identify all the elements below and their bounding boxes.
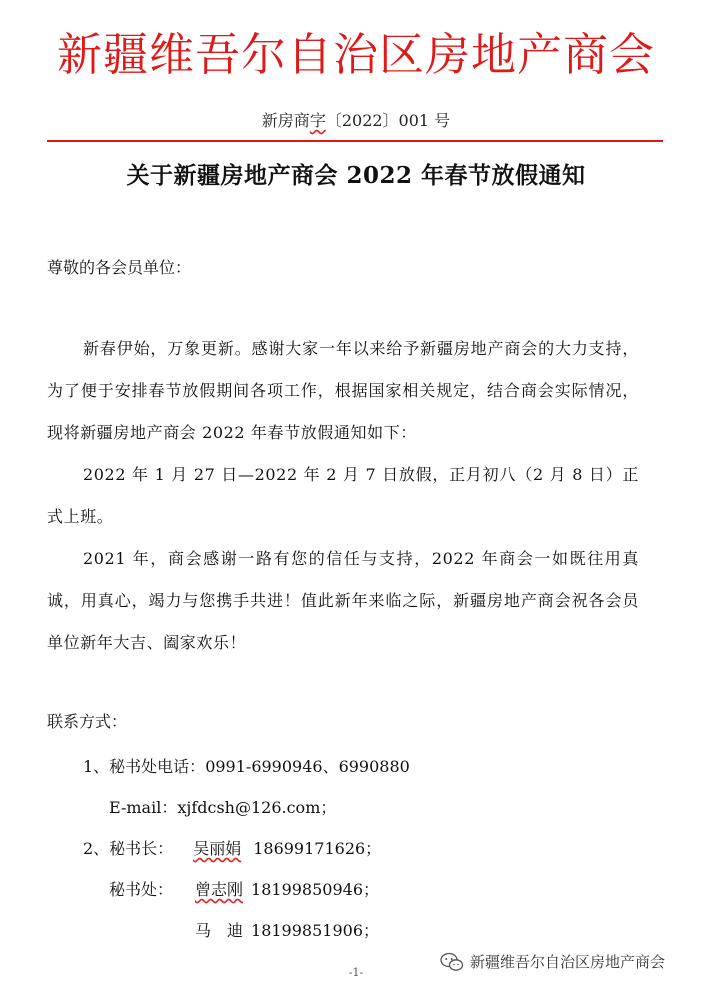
doc-number-prefix: 新房商 [261, 111, 310, 130]
wechat-watermark [440, 951, 665, 972]
secretary-general-label: 2、秘书长： [83, 839, 174, 858]
doc-number-rest: 〔2022〕001 号 [325, 111, 451, 130]
document-number [0, 108, 712, 131]
body-paragraph-2: 2022 年 1 月 27 日—2022 年 2 月 7 日放假，正月初八（2 月 8 日）正式上班。 [47, 465, 639, 526]
salutation: 尊敬的各会员单位： [47, 258, 192, 277]
doc-number-char: 字 [309, 111, 326, 130]
watermark-text: 新疆维吾尔自治区房地产商会 [470, 953, 666, 971]
secretariat-label: 秘书处： [109, 880, 174, 899]
secretariat-line-1 [109, 880, 379, 900]
secretariat-name-1: 曾志刚 [195, 880, 244, 899]
organization-title: 新疆维吾尔自治区房地产商会 [56, 28, 655, 81]
office-phone-value: 0991-6990946、6990880 [205, 757, 410, 776]
secretariat-phone-1: 18199850946； [251, 880, 380, 899]
red-divider-line [47, 140, 663, 142]
office-phone-label: 1、秘书处电话： [83, 757, 206, 776]
secretariat-phone-2: 18199851906； [251, 921, 379, 940]
contact-heading: 联系方式： [47, 712, 128, 731]
secretary-general-line [83, 839, 381, 859]
wechat-icon [440, 952, 464, 972]
body-paragraph-1: 新春伊始，万象更新。感谢大家一年以来给予新疆房地产商会的大力支持，为了便于安排春节放假期间各项工作，根据国家相关规定，结合商会实际情况，现将新疆房地产商会 2022 年春节放假通知如下： [47, 339, 639, 442]
document-title: 关于新疆房地产商会 2022 年春节放假通知 [126, 162, 586, 189]
email-line [109, 798, 336, 818]
secretariat-name-2: 马 迪 [195, 921, 244, 940]
secretary-general-name: 吴丽娟 [193, 839, 242, 858]
office-phone-line [83, 757, 410, 777]
email-value: xjfdcsh@126.com； [177, 798, 337, 817]
body-paragraph-3: 2021 年，商会感谢一路有您的信任与支持，2022 年商会一如既往用真诚，用真心，竭力与您携手共进！值此新年来临之际，新疆房地产商会祝各会员单位新年大吉、阖家欢乐！ [47, 549, 639, 652]
secretariat-line-2 [195, 921, 379, 941]
email-label: E-mail： [109, 798, 178, 817]
page-number: -1- [348, 966, 364, 979]
secretary-general-phone: 18699171626； [253, 839, 382, 858]
